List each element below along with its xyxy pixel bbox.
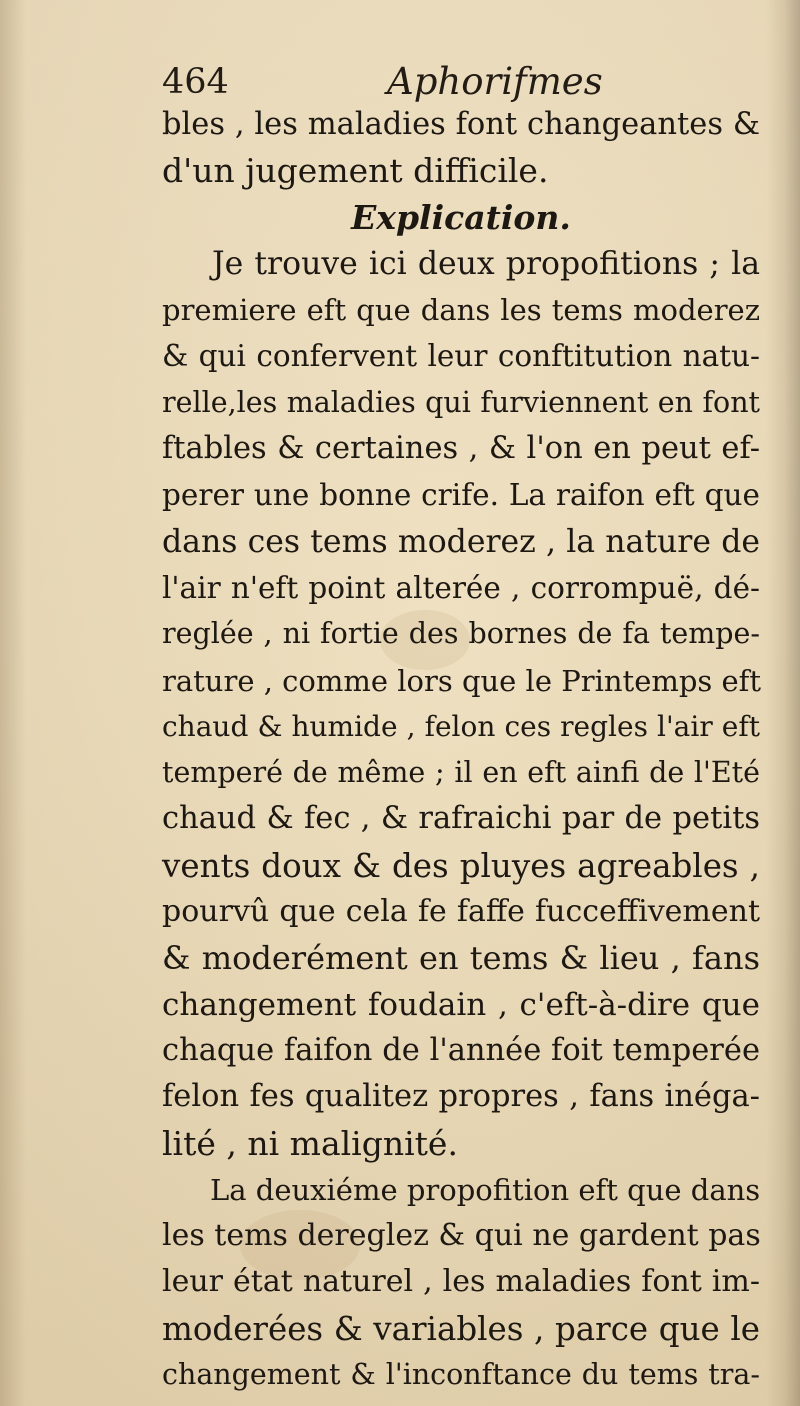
text-line: temperé de même ; il en eft ainfi de l'Eté (162, 756, 760, 790)
text-line: changement foudain , c'eft-à-dire que (162, 986, 760, 1023)
running-head: Aphorifmes (387, 60, 603, 103)
text-line: reglée , ni fortie des bornes de fa tempe- (162, 617, 760, 651)
text-line: premiere eft que dans les tems moderez (162, 293, 760, 328)
text-line: perer une bonne crife. La raifon eft que (162, 478, 760, 513)
text-line: bles , les maladies font changeantes & (162, 107, 760, 142)
text-line: l'air n'eft point alterée , corrompuë, dé- (162, 570, 760, 605)
text-line: leur état naturel , les maladies font im- (162, 1264, 760, 1300)
text-line: chaud & fec , & rafraichi par de petits (162, 801, 760, 837)
text-line: & moderément en tems & lieu , fans (162, 939, 760, 978)
text-line: La deuxiéme propofition eft que dans (210, 1172, 761, 1207)
text-line: felon fes qualitez propres , fans inéga- (162, 1079, 760, 1115)
text-line: ftables & certaines , & l'on en peut ef- (162, 431, 760, 467)
text-line: chaud & humide , felon ces regles l'air eft (162, 709, 760, 743)
text-line: lité , ni malignité. (162, 1123, 458, 1163)
page-edge-shadow (766, 0, 800, 1406)
text-line: relle,les maladies qui furviennent en font (162, 385, 760, 419)
text-line: les tems dereglez & qui ne gardent pas (162, 1218, 761, 1254)
page-header (162, 58, 762, 108)
text-line: changement & l'inconftance du tems tra- (162, 1358, 760, 1392)
page-gutter-shadow (0, 0, 26, 1406)
text-line: dans ces tems moderez , la nature de (162, 523, 760, 560)
text-line: & qui confervent leur conftitution natu- (162, 339, 760, 374)
text-line: vents doux & des pluyes agreables , (162, 846, 760, 885)
page-number: 464 (162, 62, 229, 102)
section-heading: Explication. (351, 197, 571, 237)
text-line: moderées & variables , parce que le (162, 1309, 760, 1348)
body-text (162, 102, 760, 1398)
text-line: Je trouve ici deux propofitions ; la (212, 245, 760, 282)
text-line: pourvû que cela fe faffe fucceffivement (162, 894, 760, 930)
text-line: d'un jugement difficile. (162, 151, 549, 191)
text-line: rature , comme lors que le Printemps eft (162, 663, 762, 698)
text-line: chaque faifon de l'année foit temperée (162, 1032, 760, 1068)
